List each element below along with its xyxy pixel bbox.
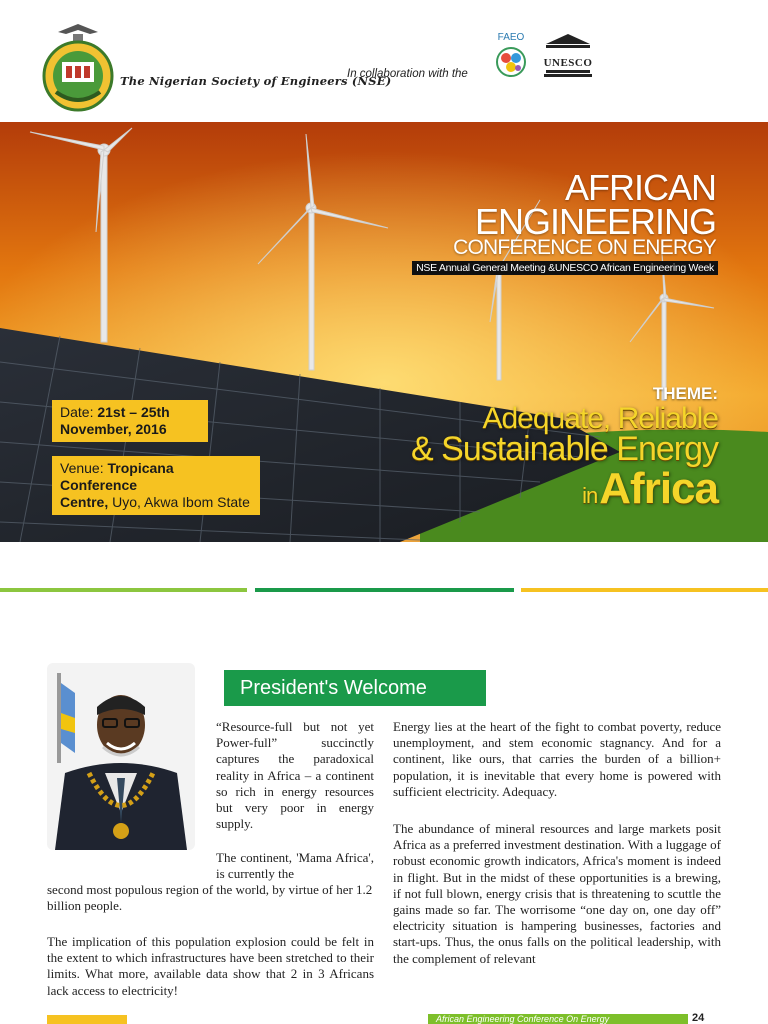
paragraph-abundance: The abundance of mineral resources and large markets posit Africa as a preferred investment destination. With a luggage of robust economic growth indicators, Africa's moment is indeed in flight. But in the midst of these opportunities is a brewing, if not full blown, energy crisis that is threatening to scuttle the gains made so far. The worrisome “one day on, one day off” electricity situation is hampering businesses, factories and start-ups. Thus, the onus falls on the political leadership, with the complement of relevant	[393, 821, 721, 966]
faeo-logo-text: FAEO	[497, 32, 525, 43]
footer-left-bar	[47, 1015, 127, 1024]
date-value: 21st – 25th	[97, 404, 170, 420]
date-box	[52, 400, 208, 442]
theme-label: THEME:	[652, 384, 718, 403]
divider-segment-green	[255, 588, 514, 592]
theme-in: in	[582, 483, 598, 508]
venue-value2: Centre,	[60, 494, 109, 510]
venue-label: Venue:	[60, 460, 104, 476]
unesco-logo	[542, 32, 594, 78]
date-value2: November, 2016	[60, 421, 167, 437]
banner-title-line1: AFRICAN	[564, 167, 716, 208]
presidents-welcome-heading: President's Welcome	[224, 670, 486, 706]
paragraph-intro: “Resource-full but not yet Power-full” succinctly captures the paradoxical reality in Africa – a continent so rich in energy resources but very poor in energy supply.	[216, 719, 374, 832]
divider-segment-yellow	[521, 588, 768, 592]
page-number: 24	[692, 1012, 705, 1024]
org-name: The Nigerian Society of Engineers (NSE)	[120, 74, 392, 88]
venue-value: Tropicana Conference	[60, 460, 174, 493]
banner-title-line3: CONFERENCE ON ENERGY	[453, 236, 716, 259]
president-portrait	[47, 663, 195, 850]
paragraph-energy: Energy lies at the heart of the fight to combat poverty, reduce unemployment, and stem economic stagnancy. And for a continent, like ours, that carries the burden of a billion+ population, it is inevitable that every home is powered with sufficient electricity. Adequacy.	[393, 719, 721, 799]
theme-line3	[582, 464, 718, 514]
conference-banner	[0, 122, 768, 542]
collaboration-text: In collaboration with the	[347, 68, 468, 80]
page-header	[0, 0, 768, 122]
faeo-logo	[488, 28, 534, 84]
nse-logo	[40, 20, 116, 112]
footer-right-bar: African Engineering Conference On Energy	[428, 1014, 688, 1024]
divider-segment-lime	[0, 588, 247, 592]
date-label: Date:	[60, 404, 94, 420]
venue-value3: Uyo, Akwa Ibom State	[112, 494, 250, 510]
theme-line1: Adequate, Reliable	[482, 402, 718, 435]
theme-line2: & Sustainable Energy	[411, 430, 718, 468]
paragraph-continent-end: second most populous region of the world, by virtue of her 1.2 billion people.	[47, 882, 373, 914]
theme-africa: Africa	[599, 464, 718, 513]
banner-title-line2: ENGINEERING	[474, 201, 716, 242]
paragraph-continent-start: The continent, 'Mama Africa', is currently the	[216, 850, 374, 882]
paragraph-population: The implication of this population explosion could be felt in the extent to which infrastructures have been stretched to their limits. What more, available data show that 2 in 3 Africans lack access to electricity!	[47, 934, 374, 998]
venue-box	[52, 456, 260, 515]
unesco-logo-text: UNESCO	[543, 57, 593, 69]
banner-subtitle: NSE Annual General Meeting &UNESCO African Engineering Week	[412, 261, 718, 275]
